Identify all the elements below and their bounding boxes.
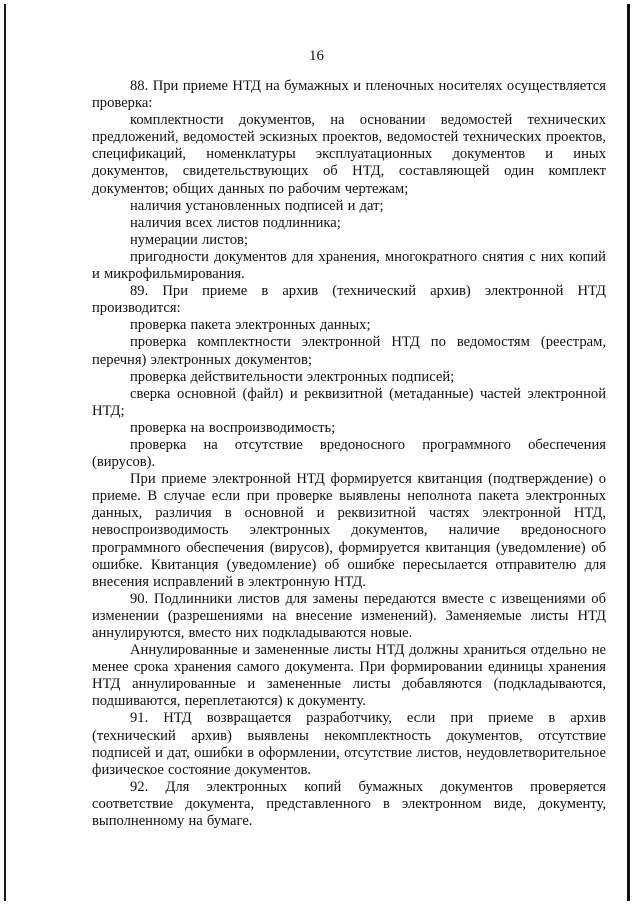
paragraph-90-annulled-sheets: Аннулированные и замененные листы НТД должны храниться отдельно не менее срока хранения самого документа. При формировании единицы хранения НТД аннулированные и замененные листы добавляются (подкладываются, подшиваются, переплетаются) к документу. — [92, 642, 606, 710]
paragraph-89-virus-check: проверка на отсутствие вредоносного программного обеспечения (вирусов). — [92, 436, 606, 471]
paragraph-89: 89. При приеме в архив (технический архив) электронной НТД производится: — [92, 283, 606, 317]
paragraph-91: 91. НТД возвращается разработчику, если при приеме в архив (технический архив) выявлены некомплектность документов, отсутствие подписей и дат, ошибки в оформлении, отсутствие листов, неудовлетворительное физическое состояние документов. — [92, 710, 606, 778]
paragraph-88-numbering: нумерации листов; — [130, 231, 248, 248]
paragraph-89-signature-check: проверка действительности электронных подписей; — [130, 368, 455, 385]
page-number: 16 — [309, 48, 324, 64]
paragraph-89-reconciliation: сверка основной (файл) и реквизитной (метаданные) частей электронной НТД; — [92, 385, 606, 419]
paragraph-89-completeness-check: проверка комплектности электронной НТД по ведомостям (реестрам, перечня) электронных документов; — [92, 334, 606, 368]
paragraph-89-package-check: проверка пакета электронных данных; — [130, 317, 371, 334]
paragraph-89-receipt: При приеме электронной НТД формируется квитанция (подтверждение) о приеме. В случае если при проверке выявлены неполнота пакета электронных данных, различия в основной и реквизитной частях электронной НТД, невоспроизводимость электронных документов, наличие вредоносного программного обеспечения (вирусов), формируется квитанция (уведомление) об ошибке. Квитанция (уведомление) об ошибке пересылается отправителю для внесения исправлений в электронную НТД. — [92, 471, 606, 590]
document-page — [4, 4, 630, 901]
document-body — [92, 78, 606, 830]
paragraph-89-reproducibility: проверка на воспроизводимость; — [130, 419, 336, 436]
paragraph-88-signatures: наличия установленных подписей и дат; — [130, 197, 384, 214]
paragraph-88-suitability: пригодности документов для хранения, многократного снятия с них копий и микрофильмирования. — [92, 248, 606, 283]
paragraph-88-completeness: комплектности документов, на основании ведомостей технических предложений, ведомостей эскизных проектов, ведомостей технических проектов, спецификаций, номенклатуры эксплуатационных документов и иных документов, свидетельствующих об НТД, составляющей один комплект документов; общих данных по рабочим чертежам; — [92, 112, 606, 197]
paragraph-90: 90. Подлинники листов для замены передаются вместе с извещениями об изменении (разрешениями на внесение изменений). Заменяемые листы НТД аннулируются, вместо них подкладываются новые. — [92, 590, 606, 641]
paragraph-92: 92. Для электронных копий бумажных документов проверяется соответствие документа, представленного в электронном виде, документу, выполненному на бумаге. — [92, 778, 606, 830]
paragraph-88-all-sheets: наличия всех листов подлинника; — [130, 214, 341, 231]
paragraph-88: 88. При приеме НТД на бумажных и пленочных носителях осуществляется проверка: — [92, 78, 606, 112]
